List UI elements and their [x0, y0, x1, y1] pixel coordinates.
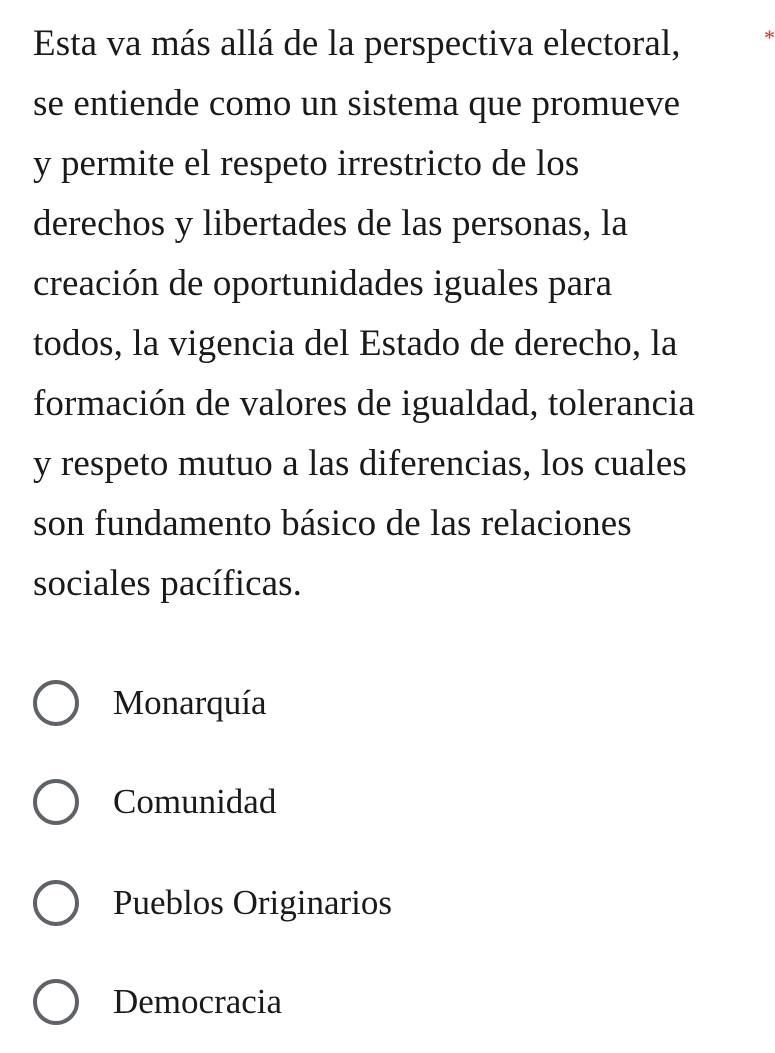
radio-button[interactable]	[33, 779, 79, 825]
option-monarquia[interactable]	[33, 663, 633, 743]
question-line: son fundamento básico de las relaciones	[33, 503, 632, 544]
question-line: se entiende como un sistema que promueve	[33, 83, 681, 124]
question-line: Esta va más allá de la perspectiva electoral,	[33, 23, 681, 64]
option-label: Pueblos Originarios	[113, 883, 393, 922]
radio-button[interactable]	[33, 880, 79, 926]
question-text	[33, 14, 773, 614]
option-label: Monarquía	[113, 683, 267, 722]
question-line: todos, la vigencia del Estado de derecho, la	[33, 323, 678, 364]
option-democracia[interactable]	[33, 962, 633, 1042]
question-line: creación de oportunidades iguales para	[33, 263, 613, 304]
question-line: sociales pacíficas.	[33, 563, 302, 604]
radio-button[interactable]	[33, 979, 79, 1025]
option-label: Comunidad	[113, 782, 277, 821]
option-pueblos-originarios[interactable]	[33, 863, 633, 943]
option-label: Democracia	[113, 982, 283, 1021]
question-line: formación de valores de igualdad, tolerancia	[33, 383, 695, 424]
question-line: y permite el respeto irrestricto de los	[33, 143, 580, 184]
required-marker: *	[764, 25, 775, 50]
radio-button[interactable]	[33, 680, 79, 726]
question-line: derechos y libertades de las personas, la	[33, 203, 628, 244]
question-line: y respeto mutuo a las diferencias, los cuales	[33, 443, 687, 484]
option-comunidad[interactable]	[33, 762, 633, 842]
